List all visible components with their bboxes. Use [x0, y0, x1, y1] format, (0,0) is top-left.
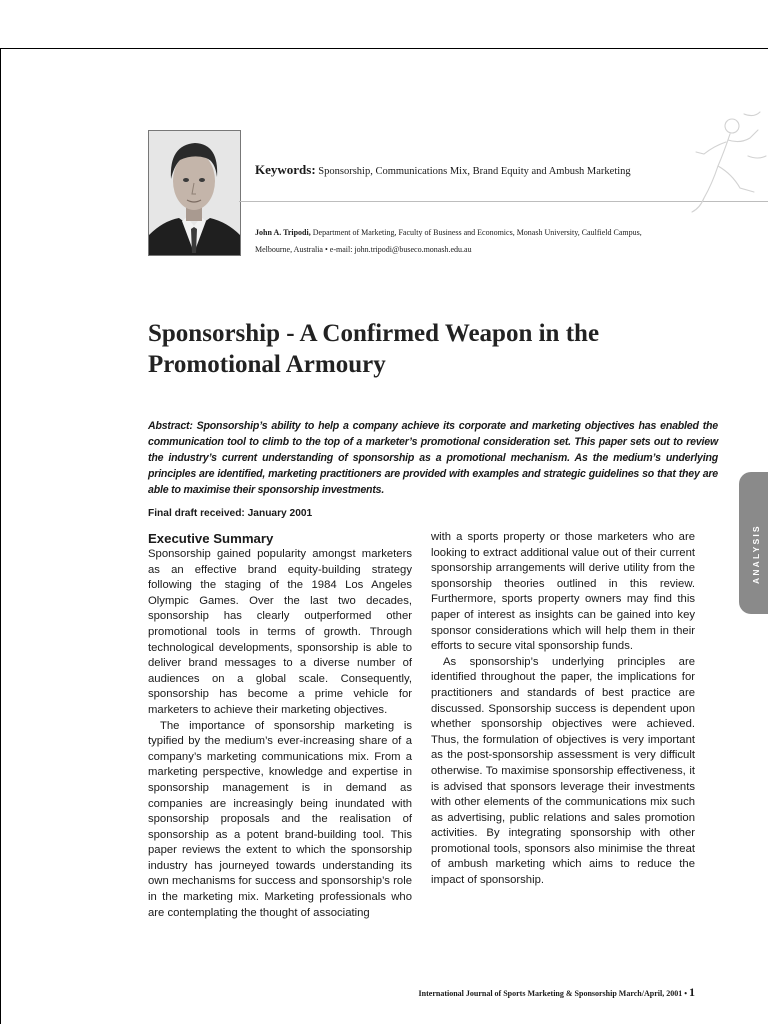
- article-title: [148, 318, 708, 380]
- top-border-rule: [0, 48, 768, 49]
- author-affiliation: Department of Marketing, Faculty of Business and Economics, Monash University, Caulfield Campus,: [312, 228, 642, 237]
- side-tab-label: ANALYSIS: [751, 524, 761, 584]
- author-portrait-image: [149, 131, 240, 255]
- author-photo: [148, 130, 241, 256]
- body-column-right: [431, 530, 695, 889]
- left-border-rule: [0, 48, 1, 1024]
- footer-journal: International Journal of Sports Marketing & Sponsorship March/April, 2001 •: [418, 989, 687, 998]
- author-name: John A. Tripodi,: [255, 228, 311, 237]
- keywords-label: Keywords:: [255, 162, 316, 177]
- body-paragraph: Sponsorship gained popularity amongst marketers as an effective brand equity-building strategy following the staging of the 1984 Los Angeles Olympic Games. Over the last two decades, sponsorship has clearly outperformed other promotional tools in terms of growth. Through technological developments, sponsorship is able to deliver brand messages to a diverse number of audiences on a global scale. Consequently, sponsorship has become a prime vehicle for marketers to achieve their marketing objectives.: [148, 548, 412, 716]
- section-heading: Executive Summary: [148, 531, 274, 546]
- page-number: 1: [689, 985, 695, 999]
- author-location-email: Melbourne, Australia • e-mail: john.tripodi@buseco.monash.edu.au: [255, 245, 472, 254]
- runner-sketch-icon: [688, 108, 768, 228]
- author-info: [255, 224, 685, 258]
- body-paragraph: The importance of sponsorship marketing is typified by the medium’s ever-increasing share of a company’s marketing communications mix. From a marketing perspective, knowledge and expertise in sponsorship management is in demand as companies are increasingly being inundated with sponsorship proposals and the realisation of sponsorship as a potent brand-building tool. This paper reviews the extent to which the sponsorship industry has journeyed towards understanding its own mechanisms for success and sponsorship’s role in the marketing mix. Marketing professionals who are contemplating the thought of associating: [148, 719, 412, 919]
- keywords-text: Sponsorship, Communications Mix, Brand Equity and Ambush Marketing: [318, 166, 631, 177]
- title-line-2: Promotional Armoury: [148, 351, 386, 378]
- body-paragraph: with a sports property or those marketers who are looking to extract additional value out of their current sponsorship arrangements will derive utility from the sponsorship theories outlined in this review. Furthermore, sports property owners may find this paper of interest as insights can be gained into key sponsor considerations which will help them in their efforts to secure vital sponsorship funds.: [431, 531, 695, 653]
- keywords-line: [255, 162, 695, 178]
- body-column-left: [148, 530, 412, 921]
- body-paragraph: As sponsorship’s underlying principles are identified throughout the paper, the implications for practitioners and standards of best practice are discussed. Sponsorship success is dependent upon whether sponsorship objectives were achieved. Thus, the formulation of objectives is very important as the post-sponsorship assessment is very difficult otherwise. To maximise sponsorship effectiveness, it is advised that sponsors leverage their investments with other elements of the communications mix such as advertising, public relations and sales promotion activities. By integrating sponsorship with other promotional tools, sponsors also minimise the threat of ambush marketing which aims to reduce the impact of sponsorship.: [431, 655, 695, 887]
- title-line-1: Sponsorship - A Confirmed Weapon in the: [148, 320, 600, 347]
- page-footer: [360, 985, 695, 1000]
- final-draft-date: Final draft received: January 2001: [148, 508, 313, 519]
- abstract: Abstract: Sponsorship’s ability to help a company achieve its corporate and marketing objectives has enabled the communication tool to climb to the top of a marketer’s promotional consideration set. This paper sets out to review the industry’s current understanding of sponsorship as a promotional mechanism. As the medium’s underlying principles are identified, marketing practitioners are provided with examples and strategic guidelines so that they are able to maximise their sponsorship investments.: [148, 420, 718, 496]
